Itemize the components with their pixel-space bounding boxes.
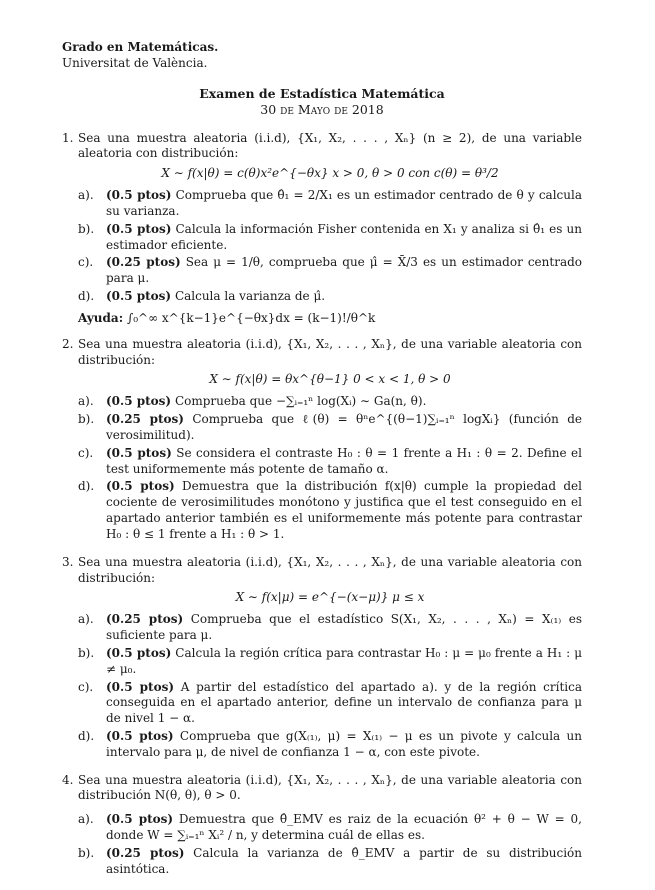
degree-name: Grado en Matemáticas. <box>62 40 219 54</box>
subquestion-label: c). <box>78 679 94 694</box>
points: (0.25 ptos) <box>106 255 181 270</box>
problem-intro: Sea una muestra aleatoria (i.i.d), {X₁, X₂, . . . , Xₙ} (n ≥ 2), de una variable aleatoria con distribución: <box>78 130 582 161</box>
problem-number: 3. <box>62 554 74 569</box>
subquestion-label: b). <box>78 845 95 860</box>
university-name: Universitat de València. <box>62 55 208 70</box>
subquestion-label: b). <box>78 412 95 427</box>
subquestion-text: A partir del estadístico del apartado a). y de la región crítica conseguida en el apartado anterior, define un intervalo de confianza para μ de nivel 1 − α. <box>106 679 582 726</box>
subquestion-b <box>78 646 582 678</box>
exam-title: Examen de Estadística Matemática <box>199 85 445 101</box>
problem-number: 2. <box>62 336 74 351</box>
problem-intro: Sea una muestra aleatoria (i.i.d), {X₁, X₂, . . . , Xₙ}, de una variable aleatoria con distribución: <box>78 336 582 367</box>
points: (0.5 ptos) <box>106 394 172 409</box>
subquestion-text: Calcula la información Fisher contenida en X₁ y analiza si θ̂₁ es un estimador eficiente. <box>106 221 582 252</box>
subquestion-text: Comprueba que g(X₍₁₎, μ) = X₍₁₎ − μ es un pivote y calcula un intervalo para μ, de nivel de confianza 1 − α, con este pivote. <box>106 728 582 759</box>
subquestion-d <box>78 289 582 305</box>
points: (0.5 ptos) <box>106 645 172 660</box>
subquestion-text: Calcula la varianza de μ̂. <box>174 289 326 304</box>
problem-equation: X ∼ f(x|θ) = c(θ)x²e^{−θx} x > 0, θ > 0 con c(θ) = θ³/2 <box>161 166 499 181</box>
problem-3 <box>62 555 582 763</box>
problem-number: 1. <box>62 130 74 145</box>
subquestion-label: a). <box>78 612 94 627</box>
subquestion-b <box>78 222 582 254</box>
subquestion-text: Comprueba que −∑ᵢ₌₁ⁿ log(Xᵢ) ∼ Ga(n, θ). <box>174 394 427 409</box>
points: (0.25 ptos) <box>106 612 184 627</box>
subquestion-text: Sea μ = 1/θ, comprueba que μ̂ = X̄/3 es un estimador centrado para μ. <box>106 255 583 286</box>
problem-1 <box>62 131 582 327</box>
exam-date: 30 de Mayo de 2018 <box>260 102 384 118</box>
subquestion-a <box>78 394 582 410</box>
problem-intro: Sea una muestra aleatoria (i.i.d), {X₁, X₂, . . . , Xₙ}, de una variable aleatoria con distribución: <box>78 554 582 585</box>
points: (0.5 ptos) <box>106 221 172 236</box>
problem-2 <box>62 337 582 545</box>
subquestion-c <box>78 680 582 727</box>
subquestion-a <box>78 812 582 844</box>
help-label: Ayuda: <box>78 310 124 325</box>
subquestion-label: a). <box>78 188 94 203</box>
points: (0.5 ptos) <box>106 445 172 460</box>
subquestion-text: Demuestra que la distribución f(x|θ) cumple la propiedad del cociente de verosimilitudes monótono y justifica que el test conseguido en el apartado anterior también es el uniformemente más potente para contrastar H₀ : θ ≤ 1 frente a H₁ : θ > 1. <box>106 479 582 541</box>
problem-equation: X ∼ f(x|μ) = e^{−(x−μ)} μ ≤ x <box>235 590 425 605</box>
help-formula: ∫₀^∞ x^{k−1}e^{−θx}dx = (k−1)!/θ^k <box>126 310 376 325</box>
subquestion-text: Se considera el contraste H₀ : θ = 1 frente a H₁ : θ = 2. Define el test uniformemente más potente de tamaño α. <box>106 445 582 476</box>
subquestion-text: Comprueba que ℓ(θ) = θⁿe^{(θ−1)∑ᵢ₌₁ⁿ logXᵢ} (función de verosimilitud). <box>106 412 582 442</box>
subquestion-label: a). <box>78 812 94 827</box>
subquestion-label: b). <box>78 221 95 236</box>
points: (0.5 ptos) <box>106 289 172 304</box>
help-hint <box>78 311 582 327</box>
points: (0.5 ptos) <box>106 479 175 494</box>
subquestion-label: d). <box>78 479 95 494</box>
title-block <box>62 86 582 119</box>
subquestion-b <box>78 412 582 444</box>
subquestion-label: b). <box>78 645 95 660</box>
subquestion-label: d). <box>78 289 95 304</box>
subquestion-text: Demuestra que θ̂_EMV es raiz de la ecuación θ² + θ − W = 0, donde W = ∑ᵢ₌₁ⁿ Xᵢ² / n, y determina cuál de ellas es. <box>106 812 582 843</box>
points: (0.5 ptos) <box>106 679 175 694</box>
points: (0.25 ptos) <box>106 845 185 860</box>
problem-number: 4. <box>62 772 74 787</box>
header-block <box>62 40 582 72</box>
problem-4 <box>62 773 582 880</box>
subquestion-d <box>78 729 582 761</box>
subquestion-label: d). <box>78 728 95 743</box>
exam-page <box>62 40 582 890</box>
problem-equation: X ∼ f(x|θ) = θx^{θ−1} 0 < x < 1, θ > 0 <box>209 372 451 387</box>
subquestion-label: c). <box>78 445 94 460</box>
subquestion-text: Comprueba que θ̂₁ = 2/X₁ es un estimador centrado de θ y calcula su varianza. <box>106 188 582 218</box>
points: (0.5 ptos) <box>106 728 174 743</box>
subquestion-c <box>78 446 582 478</box>
subquestion-b <box>78 846 582 878</box>
subquestion-a <box>78 188 582 220</box>
subquestion-label: c). <box>78 255 94 270</box>
points: (0.25 ptos) <box>106 412 184 427</box>
subquestion-d <box>78 479 582 542</box>
subquestion-text: Calcula la varianza de θ̂_EMV a partir de su distribución asintótica. <box>106 845 582 876</box>
subquestion-a <box>78 612 582 644</box>
points: (0.5 ptos) <box>106 188 172 203</box>
problem-intro: Sea una muestra aleatoria (i.i.d), {X₁, X₂, . . . , Xₙ}, de una variable aleatoria con distribución N(θ, θ), θ > 0. <box>78 772 582 803</box>
subquestion-label: a). <box>78 394 94 409</box>
subquestion-c <box>78 255 582 287</box>
points: (0.5 ptos) <box>106 812 174 827</box>
subquestion-text: Calcula la región crítica para contrastar H₀ : μ = μ₀ frente a H₁ : μ ≠ μ₀. <box>106 645 582 676</box>
subquestion-text: Comprueba que el estadístico S(X₁, X₂, . . . , Xₙ) = X₍₁₎ es suficiente para μ. <box>106 612 583 643</box>
